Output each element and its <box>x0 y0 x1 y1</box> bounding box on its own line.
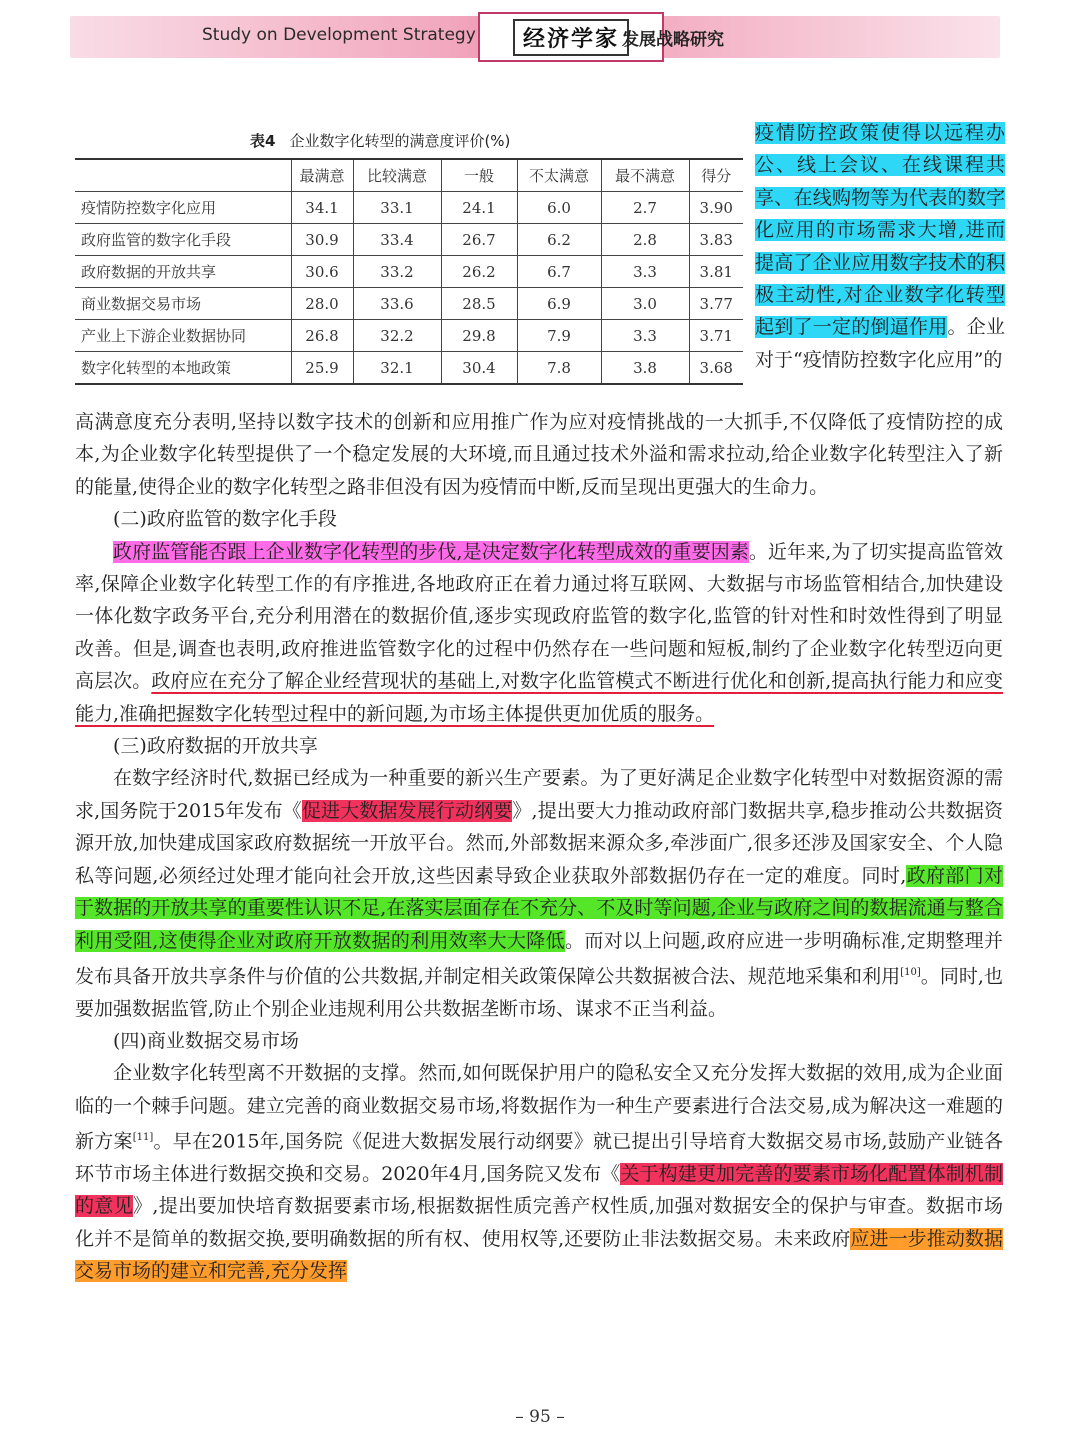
table-cell: 3.71 <box>689 320 743 352</box>
row-label: 疫情防控数字化应用 <box>75 192 291 224</box>
table-cell: 3.68 <box>689 352 743 385</box>
table-cell: 28.0 <box>291 288 353 320</box>
table-cell: 3.3 <box>601 256 689 288</box>
table-cell: 30.6 <box>291 256 353 288</box>
text-run: 》,提出要加快培育数据要素市场,根据数据性质完善产权性质,加强对数据安全的保护与审查。数据市场化并不是简单的数据交换,要明确数据的所有权、使用权等,还要防止非法数据交易。未来政府 <box>75 1195 1003 1250</box>
table-row <box>75 320 743 352</box>
table-cell: 7.9 <box>517 320 601 352</box>
table-cell: 6.0 <box>517 192 601 224</box>
table-row <box>75 192 743 224</box>
table-cell: 3.3 <box>601 320 689 352</box>
header-section-title: 发展战略研究 <box>622 30 724 50</box>
highlight-orange: 应进一步推动数据交易市场的建立和完善,充分发挥 <box>75 1227 1003 1283</box>
table-row <box>75 352 743 385</box>
table-cell: 7.8 <box>517 352 601 385</box>
table-cell: 3.90 <box>689 192 743 224</box>
table-cell: 3.83 <box>689 224 743 256</box>
table-row <box>75 256 743 288</box>
journal-header <box>70 16 1000 58</box>
row-label: 政府数据的开放共享 <box>75 256 291 288</box>
table-cell: 26.7 <box>441 224 517 256</box>
table-cell: 6.2 <box>517 224 601 256</box>
page-number: – 95 – <box>515 1407 565 1427</box>
table-cell: 25.9 <box>291 352 353 385</box>
table-cell: 32.2 <box>353 320 441 352</box>
row-label: 产业上下游企业数据协同 <box>75 320 291 352</box>
paragraph <box>75 536 1003 730</box>
citation-ref: [10] <box>900 966 921 978</box>
table-cell: 3.0 <box>601 288 689 320</box>
highlight-red: 促进大数据发展行动纲要 <box>301 799 513 822</box>
table-cell: 29.8 <box>441 320 517 352</box>
side-paragraph <box>755 117 1005 376</box>
journal-brand: 经济学家 <box>513 19 629 56</box>
paragraph: 高满意度充分表明,坚持以数字技术的创新和应用推广作为应对疫情挑战的一大抓手,不仅降低了疫情防控的成本,为企业数字化转型提供了一个稳定发展的大环境,而且通过技术外溢和需求拉动,给企业数字化转型注入了新的能量,使得企业的数字化转型之路非但没有因为疫情而中断,反而呈现出更强大的生命力。 <box>75 411 1003 498</box>
table-cell: 24.1 <box>441 192 517 224</box>
row-label: 数字化转型的本地政策 <box>75 352 291 385</box>
text-run: 。近年来,为了切实提高监管效率,保障企业数字化转型工作的有序推进,各地政府正在着力通过将互联网、大数据与市场监管相结合,加快建设一体化数字政务平台,充分利用潜在的数据价值,逐步实现政府监管的数字化,监管的针对性和时效性得到了明显改善。但是,调查也表明,政府推进监管数字化的过程中仍然存在一些问题和短板,制约了企业数字化转型迈向更高层次。 <box>75 540 1003 693</box>
section-heading: (三)政府数据的开放共享 <box>113 735 318 758</box>
table-row <box>75 288 743 320</box>
table-cell: 26.8 <box>291 320 353 352</box>
table-cell: 33.4 <box>353 224 441 256</box>
row-label: 商业数据交易市场 <box>75 288 291 320</box>
citation-ref: [11] <box>132 1132 154 1144</box>
table-header-cell: 不太满意 <box>517 159 601 192</box>
table-cell: 33.6 <box>353 288 441 320</box>
table-cell: 33.2 <box>353 256 441 288</box>
table-cell: 6.9 <box>517 288 601 320</box>
table-header-cell: 比较满意 <box>353 159 441 192</box>
table-header-cell <box>75 159 291 192</box>
table-cell: 30.9 <box>291 224 353 256</box>
table-header-cell: 一般 <box>441 159 517 192</box>
table-cell: 3.8 <box>601 352 689 385</box>
underline-red: 政府应在充分了解企业经营现状的基础上,对数字化监管模式不断进行优化和创新,提高执行能力和应变能力,准确把握数字化转型过程中的新问题,为市场主体提供更加优质的服务。 <box>75 670 1003 725</box>
table-caption <box>250 130 510 151</box>
text-run: 。而对以上问题,政府应进一步明确标准,定期整理并发布具备开放共享条件与价值的公共数据,并制定相关政策保障公共数据被合法、规范地采集和利用 <box>75 929 1003 988</box>
table-header-cell: 得分 <box>689 159 743 192</box>
row-label: 政府监管的数字化手段 <box>75 224 291 256</box>
table-header-row <box>75 159 743 192</box>
table-header-cell: 最满意 <box>291 159 353 192</box>
table-cell: 32.1 <box>353 352 441 385</box>
side-text-tail: 。企业对于“疫情防控数字化应用”的 <box>755 316 1005 371</box>
article-body <box>75 406 1003 1288</box>
table-cell: 2.7 <box>601 192 689 224</box>
text-run: 在数字经济时代,数据已经成为一种重要的新兴生产要素。为了更好满足企业数字化转型中对数据资源的需求,国务院于2015年发布《 <box>75 767 1003 822</box>
section-heading: (四)商业数据交易市场 <box>113 1030 299 1053</box>
text-run: 》,提出要大力推动政府部门数据共享,稳步推动公共数据资源开放,加快建成国家政府数据统一开放平台。然而,外部数据来源众多,牵涉面广,很多还涉及国家安全、个人隐私等问题,必须经过处理才能向社会开放,这些因素导致企业获取外部数据仍存在一定的难度。同时, <box>75 799 1003 887</box>
highlight-cyan: 疫情防控政策使得以远程办公、线上会议、在线课程共享、在线购物等为代表的数字化应用的市场需求大增,进而提高了企业应用数字技术的积极主动性,对企业数字化转型起到了一定的倒逼作用 <box>755 122 1005 339</box>
table-cell: 26.2 <box>441 256 517 288</box>
table-cell: 33.1 <box>353 192 441 224</box>
table-cell: 34.1 <box>291 192 353 224</box>
paragraph <box>75 1057 1003 1287</box>
table-cell: 30.4 <box>441 352 517 385</box>
table-cell: 6.7 <box>517 256 601 288</box>
table-number: 表4 <box>250 132 276 150</box>
header-english-title: Study on Development Strategy <box>202 25 476 45</box>
table-header-cell: 最不满意 <box>601 159 689 192</box>
table-cell: 3.81 <box>689 256 743 288</box>
table-cell: 3.77 <box>689 288 743 320</box>
satisfaction-table <box>75 158 743 385</box>
highlight-red: 关于构建更加完善的要素市场化配置体制机制的意见 <box>75 1163 1003 1218</box>
highlight-green: 政府部门对于数据的开放共享的重要性认识不足,在落实层面存在不充分、不及时等问题,企业与政府之间的数据流通与整合利用受阻,这使得企业对政府开放数据的利用效率大大降低 <box>75 864 1003 952</box>
highlight-pink: 政府监管能否跟上企业数字化转型的步伐,是决定数字化转型成效的重要因素 <box>113 540 749 563</box>
table-cell: 2.8 <box>601 224 689 256</box>
section-heading: (二)政府监管的数字化手段 <box>113 508 337 531</box>
text-run: 。早在2015年,国务院《促进大数据发展行动纲要》就已提出引导培育大数据交易市场,鼓励产业链各环节市场主体进行数据交换和交易。2020年4月,国务院又发布《 <box>75 1130 1003 1185</box>
table-cell: 28.5 <box>441 288 517 320</box>
text-run: 企业数字化转型离不开数据的支撑。然而,如何既保护用户的隐私安全又充分发挥大数据的效用,成为企业面临的一个棘手问题。建立完善的商业数据交易市场,将数据作为一种生产要素进行合法交易,成为解决这一难题的新方案 <box>75 1062 1003 1153</box>
paragraph <box>75 762 1003 1025</box>
table-title: 企业数字化转型的满意度评价(%) <box>289 132 511 150</box>
text-run: 。同时,也要加强数据监管,防止个别企业违规利用公共数据垄断市场、谋求不正当利益。 <box>75 965 1004 1020</box>
table-row <box>75 224 743 256</box>
